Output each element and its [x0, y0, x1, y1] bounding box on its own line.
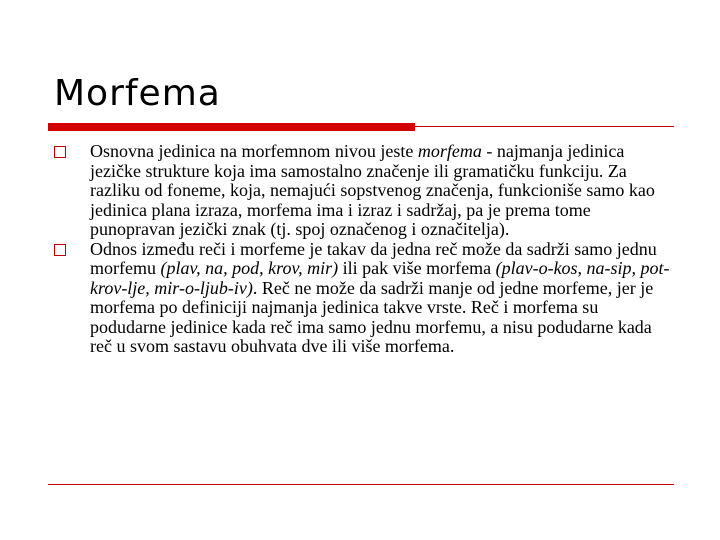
title-underline	[48, 123, 674, 131]
bullet-text-part: . Reč ne može da sadrži manje od jedne morfeme, jer je morfema po definiciji najmanja jedinica takve vrste. Reč i morfema su podudarne jedinice kada reč ima samo jednu morfemu, a nisu podudarne kada reč u svom sastavu obuhvata dve ili više morfema.	[90, 277, 654, 356]
bullet-text-part: Osnovna jedinica na morfemnom nivou jeste	[90, 141, 418, 161]
title-underline-accent	[48, 123, 415, 131]
square-bullet-icon	[54, 146, 66, 158]
footer-rule	[48, 484, 674, 485]
bullet-text	[90, 240, 674, 357]
bullet-text-part: ili pak više morfema	[338, 258, 496, 278]
bullet-text-italic: (plav-o-kos, na-sip, pot-krov-lje, mir-o-ljub-iv)	[90, 258, 670, 298]
bullet-text-italic: morfema	[417, 141, 482, 161]
bullet-item	[54, 142, 674, 240]
slide-title: Morfema	[54, 73, 221, 114]
bullet-item	[54, 240, 674, 357]
bullet-text-part: Odnos između reči i morfeme je takav da jedna reč može da sadrži samo jednu morfemu	[90, 238, 657, 278]
bullet-text-italic: (plav, na, pod, krov, mir)	[160, 258, 339, 278]
square-bullet-icon	[54, 244, 66, 256]
bullet-list	[54, 142, 674, 357]
bullet-text	[90, 142, 674, 240]
bullet-text-part: - najmanja jedinica jezičke strukture koja ima samostalno značenje ili gramatičku funkciju. Za razliku od foneme, koja, nemajući sopstvenog značenja, funkcioniše samo kao jedinica plana izraza, morfema ima i izraz i sadržaj, pa je prema tome punopravan jezički znak (tj. spoj označenog i označitelja).	[90, 141, 655, 239]
